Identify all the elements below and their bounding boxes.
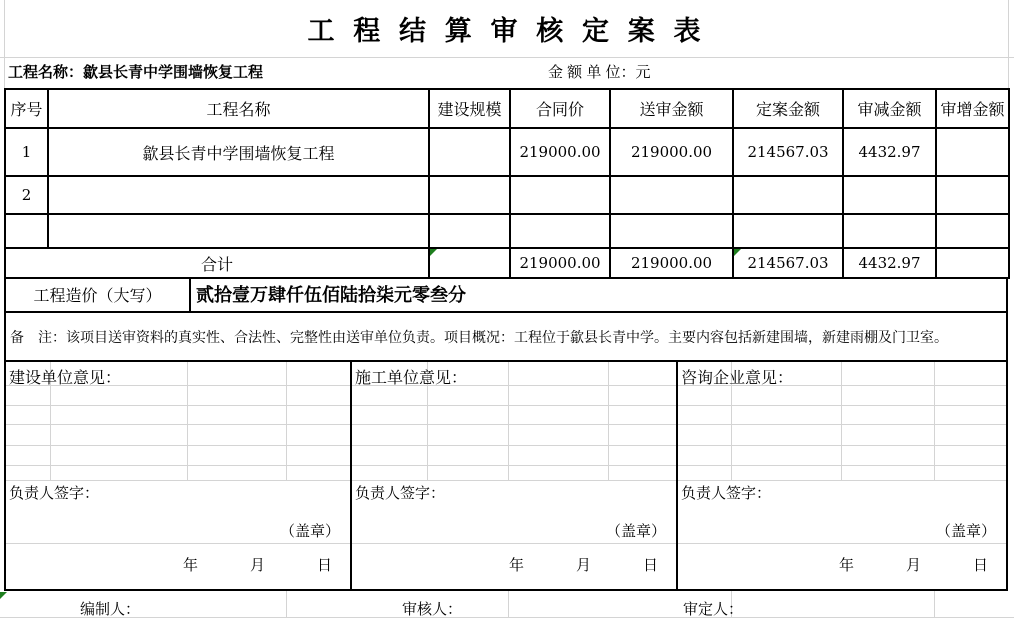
gridline: [286, 591, 287, 618]
cell-seq: 1: [5, 128, 48, 176]
table-row: [5, 176, 1009, 214]
gridline: [0, 57, 1014, 58]
cell-scale: [429, 214, 510, 248]
cell-reduction: 4432.97: [843, 248, 936, 278]
approver-label: 审定人：: [683, 601, 744, 618]
total-label: 合计: [5, 248, 429, 278]
column-header-final: 定案金额: [733, 89, 843, 128]
cell-scale: [429, 176, 510, 214]
cell-increase: [936, 128, 1009, 176]
cell-increase: [936, 214, 1009, 248]
cell-project-name: [48, 176, 429, 214]
cell-submitted: [610, 176, 733, 214]
cell-seq: [5, 214, 48, 248]
sign-label: 负责人签字：: [355, 485, 446, 502]
cell-error-flag-icon: [734, 249, 741, 256]
column-header-seq: 序号: [5, 89, 48, 128]
cell-final: 214567.03: [733, 248, 843, 278]
day-label: 日: [316, 557, 332, 574]
cell-submitted: 219000.00: [610, 248, 733, 278]
day-label: 日: [972, 557, 988, 574]
cell-contract: [510, 214, 610, 248]
column-header-contract: 合同价: [510, 89, 610, 128]
cell-contract: [510, 176, 610, 214]
total-row: [5, 248, 1009, 278]
note-row: 备 注：该项目送审资料的真实性、合法性、完整性由送审单位负责。项目概况：工程位于歙县长青中学。主要内容包括新建围墙，新建雨棚及门卫室。: [4, 313, 1008, 362]
opinion-title: 建设单位意见：: [9, 370, 122, 387]
month-label: 月: [575, 557, 591, 574]
opinions-section: [4, 362, 1008, 591]
cell-error-flag-icon: [430, 249, 437, 256]
cell-project-name: 歙县长青中学围墙恢复工程: [48, 128, 429, 176]
month-label: 月: [249, 557, 265, 574]
column-header-reduction: 审减金额: [843, 89, 936, 128]
amount-in-words-value: 贰拾壹万肆仟伍佰陆拾柒元零叁分: [196, 285, 466, 305]
year-label: 年: [508, 557, 524, 574]
seal-label: （盖章）: [605, 523, 666, 540]
cell-final: [733, 214, 843, 248]
gridline: [508, 591, 509, 618]
gridline: [934, 591, 935, 618]
opinion-title: 施工单位意见：: [355, 370, 468, 387]
cell-contract: 219000.00: [510, 128, 610, 176]
cell-scale: [429, 248, 510, 278]
seal-label: （盖章）: [935, 523, 996, 540]
column-header-submitted: 送审金额: [610, 89, 733, 128]
table-row: [5, 128, 1009, 176]
cell-increase: [936, 176, 1009, 214]
cell-submitted: 219000.00: [610, 128, 733, 176]
gridline: [0, 617, 1014, 618]
sign-label: 负责人签字：: [681, 485, 772, 502]
cell-seq: 2: [5, 176, 48, 214]
column-header-scale: 建设规模: [429, 89, 510, 128]
opinion-title: 咨询企业意见：: [681, 370, 794, 387]
amount-in-words-row: [4, 277, 1008, 313]
summary-table: [4, 88, 1010, 279]
compiler-label: 编制人：: [80, 601, 141, 618]
amount-unit-label: 金 额 单 位：元: [548, 64, 651, 81]
project-name-label: 工程名称：歙县长青中学围墙恢复工程: [8, 64, 264, 81]
date-line: [183, 554, 332, 575]
year-label: 年: [182, 557, 198, 574]
table-row: [5, 214, 1009, 248]
cell-reduction: 4432.97: [843, 128, 936, 176]
cell-error-flag-icon: [0, 592, 7, 599]
cell-final: [733, 176, 843, 214]
page-title: 工 程 结 算 审 核 定 案 表: [307, 16, 707, 46]
cell-submitted: [610, 214, 733, 248]
cell-increase: [936, 248, 1009, 278]
day-label: 日: [642, 557, 658, 574]
seal-label: （盖章）: [279, 523, 340, 540]
column-header-project: 工程名称: [48, 89, 429, 128]
cell-contract: 219000.00: [510, 248, 610, 278]
date-line: [509, 554, 658, 575]
cell-project-name: [48, 214, 429, 248]
month-label: 月: [905, 557, 921, 574]
cell-reduction: [843, 214, 936, 248]
sign-label: 负责人签字：: [9, 485, 100, 502]
cell-final: 214567.03: [733, 128, 843, 176]
amount-in-words-label: 工程造价（大写）: [6, 277, 191, 311]
cell-scale: [429, 128, 510, 176]
date-line: [839, 554, 988, 575]
opinion-section-owner: [6, 362, 350, 589]
column-header-increase: 审增金额: [936, 89, 1009, 128]
auditor-label: 审核人：: [402, 601, 463, 618]
opinion-section-consultant: [676, 362, 1006, 589]
opinion-section-contractor: [350, 362, 676, 589]
year-label: 年: [838, 557, 854, 574]
cell-reduction: [843, 176, 936, 214]
